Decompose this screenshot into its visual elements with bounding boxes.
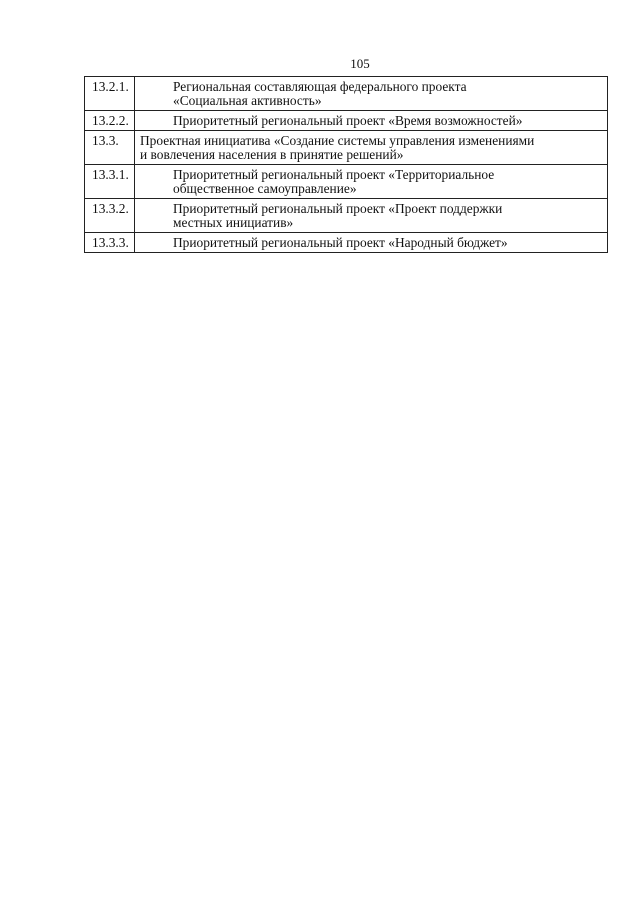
table-row: [85, 199, 608, 233]
row-title-line: Проектная инициатива «Создание системы управления изменениями: [140, 133, 535, 148]
row-title-line: и вовлечения населения в принятие решений»: [140, 147, 404, 162]
row-title-line: Приоритетный региональный проект «Народный бюджет»: [173, 235, 508, 250]
table-row: [85, 111, 608, 131]
row-title-line: общественное самоуправление»: [173, 181, 357, 196]
row-number: 13.3.2.: [85, 199, 135, 233]
row-title: [135, 233, 608, 253]
table-row: [85, 165, 608, 199]
table-row: [85, 233, 608, 253]
projects-table: [84, 76, 608, 253]
row-number: 13.2.2.: [85, 111, 135, 131]
table-row: [85, 77, 608, 111]
row-title-line: Приоритетный региональный проект «Время возможностей»: [173, 113, 523, 128]
page-number: 105: [350, 56, 370, 71]
table-row: [85, 131, 608, 165]
row-title-line: Региональная составляющая федерального проекта: [173, 79, 467, 94]
row-number: 13.2.1.: [85, 77, 135, 111]
row-title: [135, 77, 608, 111]
row-title-line: «Социальная активность»: [173, 93, 322, 108]
row-title-line: Приоритетный региональный проект «Проект поддержки: [173, 201, 503, 216]
row-title: [135, 131, 608, 165]
row-title: [135, 165, 608, 199]
row-number: 13.3.1.: [85, 165, 135, 199]
row-title: [135, 199, 608, 233]
row-number: 13.3.: [85, 131, 135, 165]
row-number: 13.3.3.: [85, 233, 135, 253]
row-title-line: Приоритетный региональный проект «Территориальное: [173, 167, 495, 182]
row-title: [135, 111, 608, 131]
row-title-line: местных инициатив»: [173, 215, 294, 230]
